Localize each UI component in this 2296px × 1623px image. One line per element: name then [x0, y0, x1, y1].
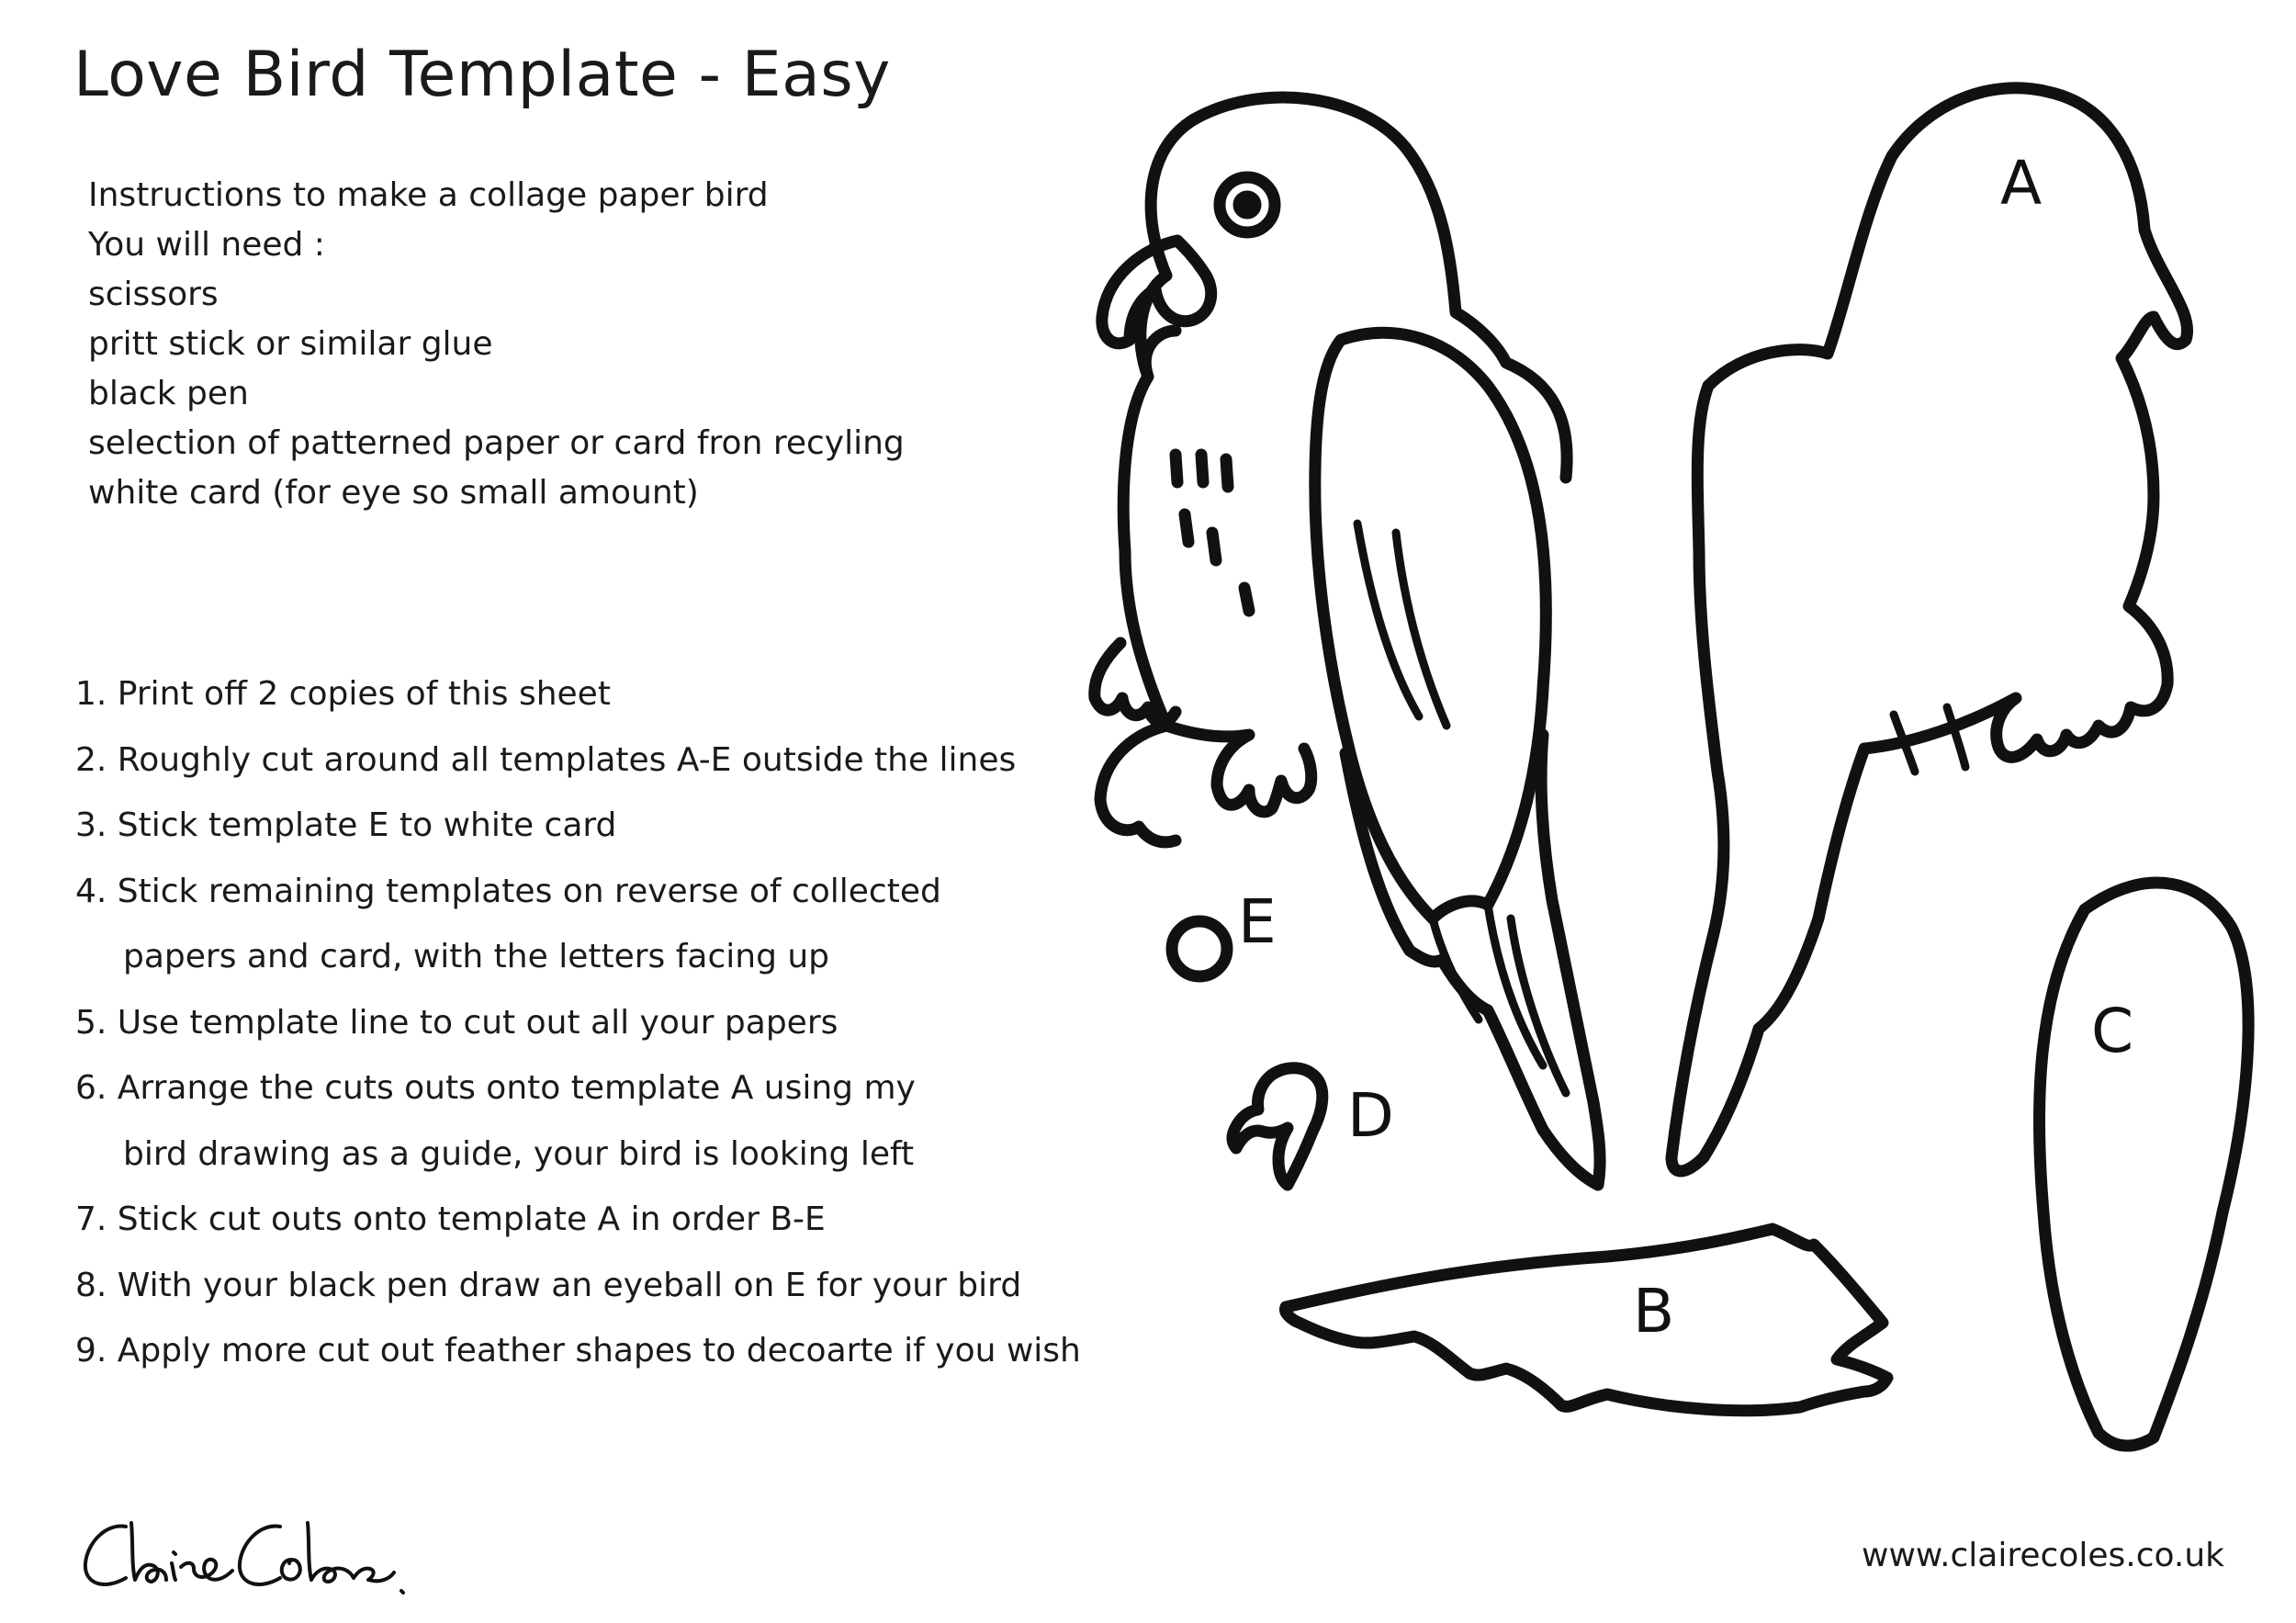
template-d: [1232, 1068, 1394, 1185]
template-b-outline: [1285, 1229, 1887, 1411]
template-d-outline: [1232, 1068, 1322, 1185]
reference-bird-tail-feather: [1433, 919, 1479, 1020]
signature-text: Claire Coles.: [78, 1605, 90, 1606]
template-c: [2039, 883, 2248, 1446]
signature-logo: [78, 1506, 482, 1607]
reference-bird-chest-mark: [1176, 455, 1177, 482]
reference-bird-chest-mark: [1244, 588, 1249, 611]
reference-bird-chest-mark: [1185, 514, 1188, 542]
step-text: 9. Apply more cut out feather shapes to decoarte if you wish: [75, 1332, 1081, 1369]
signature-stroke: [85, 1523, 232, 1584]
template-b-label: B: [1633, 1276, 1675, 1347]
step-text: 4. Stick remaining templates on reverse of collected: [75, 872, 941, 910]
material-item: selection of patterned paper or card fron recyling: [88, 424, 905, 462]
step-text: 1. Print off 2 copies of this sheet: [75, 675, 611, 713]
material-item: pritt stick or similar glue: [88, 325, 493, 363]
material-item: black pen: [88, 375, 249, 412]
template-d-label: D: [1347, 1080, 1394, 1151]
reference-bird-pupil: [1239, 197, 1255, 213]
reference-bird-drawing: [1095, 97, 1600, 1185]
material-item: scissors: [88, 276, 219, 313]
page-title: Love Bird Template - Easy: [73, 39, 891, 111]
step-continuation: bird drawing as a guide, your bird is looking left: [123, 1134, 915, 1173]
step-text: 6. Arrange the cuts outs onto template A using my: [75, 1069, 916, 1107]
materials-heading: Instructions to make a collage paper bird: [88, 176, 769, 214]
reference-bird-wing: [1315, 332, 1547, 919]
step-continuation: papers and card, with the letters facing up: [123, 938, 830, 975]
step-text: 2. Roughly cut around all templates A-E outside the lines: [75, 740, 1017, 779]
template-e-outline: [1172, 921, 1227, 976]
step-text: 8. With your black pen draw an eyeball on E for your bird: [75, 1266, 1022, 1304]
materials-subheading: You will need :: [88, 226, 325, 264]
reference-bird-chest-mark: [1201, 455, 1203, 482]
template-e-label: E: [1238, 886, 1277, 957]
template-a-label: A: [2000, 148, 2043, 219]
reference-bird-belly: [1166, 726, 1311, 812]
reference-bird-wing-feather: [1396, 533, 1446, 726]
reference-bird-chest-mark: [1212, 533, 1216, 560]
template-e: [1172, 886, 1277, 976]
signature-stroke: [240, 1523, 403, 1593]
template-c-label: C: [2091, 996, 2134, 1066]
reference-bird-chest-mark: [1226, 459, 1228, 487]
website-url: www.clairecoles.co.uk: [1862, 1537, 2224, 1574]
template-c-outline: [2039, 883, 2248, 1446]
template-b: [1285, 1229, 1887, 1411]
step-text: 7. Stick cut outs onto template A in order B-E: [75, 1200, 826, 1238]
material-item: white card (for eye so small amount): [88, 474, 699, 512]
step-text: 5. Use template line to cut out all your papers: [75, 1003, 838, 1042]
step-text: 3. Stick template E to white card: [75, 806, 617, 844]
